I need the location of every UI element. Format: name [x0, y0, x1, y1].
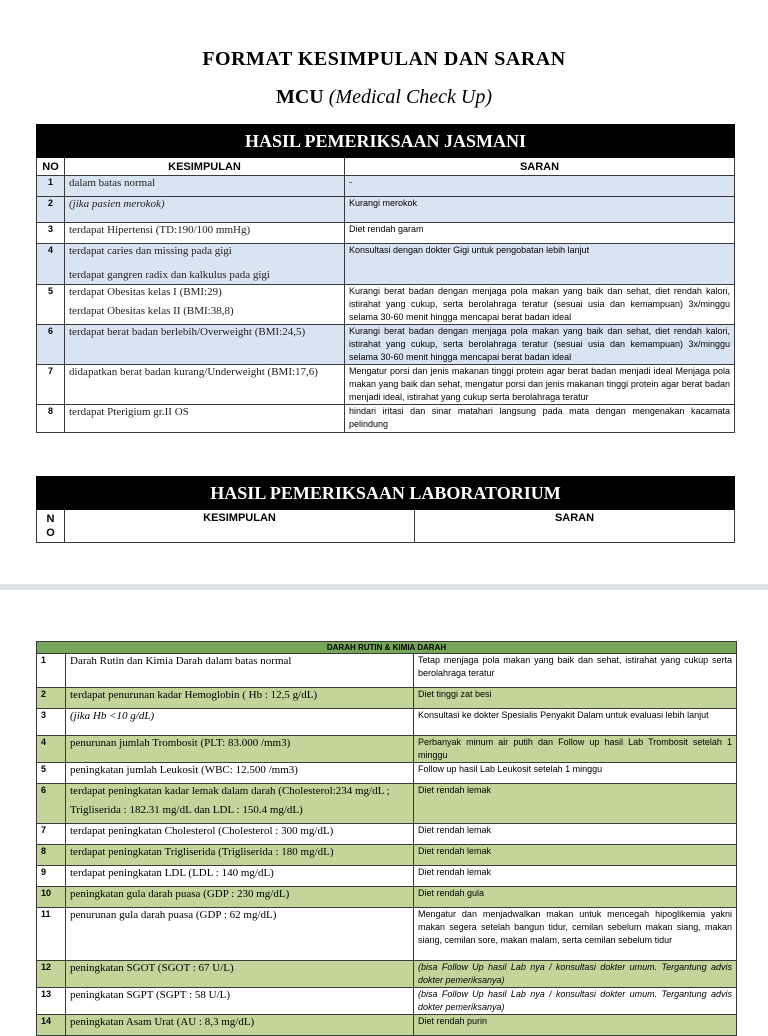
table-row: 10 peningkatan gula darah puasa (GDP : 230 mg/dL) Diet rendah gula [37, 887, 737, 908]
laboratorium-title: HASIL PEMERIKSAAN LABORATORIUM [37, 477, 735, 510]
table-row: 9 terdapat peningkatan LDL (LDL : 140 mg/dL) Diet rendah lemak [37, 866, 737, 887]
subtitle-italic: (Medical Check Up) [328, 86, 493, 108]
table-row: 2 (jika pasien merokok) Kurangi merokok [37, 197, 735, 223]
col-no: N O [37, 510, 65, 543]
row-text: terdapat Obesitas kelas I (BMI:29) [69, 286, 222, 298]
table-row: 2 terdapat penurunan kadar Hemoglobin ( Hb : 12,5 g/dL) Diet tinggi zat besi [37, 688, 737, 709]
col-no: NO [37, 158, 65, 176]
table-row: 8 terdapat Pterigium gr.II OS hindari iritasi dan sinar matahari langsung pada mata dengan mengenakan kacamata pelindung [37, 405, 735, 433]
table-row: 5 peningkatan jumlah Leukosit (WBC: 12.500 /mm3) Follow up hasil Lab Leukosit setelah 1 minggu [37, 763, 737, 784]
row-text: terdapat gangren radix dan kalkulus pada gigi [69, 269, 270, 281]
col-kesimpulan: KESIMPULAN [65, 158, 345, 176]
table-row: 4 penurunan jumlah Trombosit (PLT: 83.000 /mm3) Perbanyak minum air putih dan Follow up hasil Lab Trombosit setelah 1 minggu [37, 736, 737, 763]
table-row: 3 terdapat Hipertensi (TD:190/100 mmHg) Diet rendah garam [37, 223, 735, 244]
jasmani-title: HASIL PEMERIKSAAN JASMANI [37, 125, 735, 158]
col-saran: SARAN [415, 510, 735, 543]
table-row: 11 penurunan gula darah puasa (GDP : 62 mg/dL) Mengatur dan menjadwalkan makan untuk mencegah hipoglikemia yakni makan segera setelah bangun tidur, cemilan sebelum makan siang, makan siang, cemilan sore, makan malam, serta cemilan sebelum tidur [37, 908, 737, 961]
table-row: 6 terdapat peningkatan kadar lemak dalam darah (Cholesterol:234 mg/dL ; Trigliserida : 182.31 mg/dL dan LDL : 150.4 mg/dL) Diet rendah lemak [37, 784, 737, 824]
row-text: terdapat Obesitas kelas II (BMI:38,8) [69, 305, 234, 317]
table-row: 12 peningkatan SGOT (SGOT : 67 U/L) (bisa Follow Up hasil Lab nya / konsultasi dokter umum. Tergantung advis dokter pemeriksanya) [37, 961, 737, 988]
row-text: Trigliserida : 182.31 mg/dL dan LDL : 150.4 mg/dL) [70, 804, 303, 816]
table-row: 13 peningkatan SGPT (SGPT : 58 U/L) (bisa Follow Up hasil Lab nya / konsultasi dokter umum. Tergantung advis dokter pemeriksanya) [37, 988, 737, 1015]
darah-table [36, 641, 737, 1036]
table-row: 7 didapatkan berat badan kurang/Underweight (BMI:17,6) Mengatur porsi dan jenis makanan tinggi protein agar berat badan menjadi ideal Menjaga pola makan yang baik dan sehat, mengatur porsi dan jenis makanan tinggi protein agar berat badan menjadi ideal, istirahat yang cukup serta berolahraga teratur [37, 365, 735, 405]
table-row: 8 terdapat peningkatan Trigliserida (Trigliserida : 180 mg/dL) Diet rendah lemak [37, 845, 737, 866]
table-row: 4 terdapat caries dan missing pada gigi terdapat gangren radix dan kalkulus pada gigi Konsultasi dengan dokter Gigi untuk pengobatan lebih lanjut [37, 244, 735, 285]
table-row: 7 terdapat peningkatan Cholesterol (Cholesterol : 300 mg/dL) Diet rendah lemak [37, 824, 737, 845]
row-text: terdapat caries dan missing pada gigi [69, 245, 232, 257]
table-row: 6 terdapat berat badan berlebih/Overweight (BMI:24,5) Kurangi berat badan dengan menjaga pola makan yang baik dan sehat, diet rendah kalori, istirahat yang cukup, serta berolahraga teratur (sesuai usia dan kemampuan) 3x/minggu selama 30-60 menit hingga mencapai berat badan ideal [37, 325, 735, 365]
row-text: terdapat peningkatan kadar lemak dalam darah (Cholesterol:234 mg/dL ; [70, 785, 390, 797]
table-row: 14 peningkatan Asam Urat (AU : 8,3 mg/dL) Diet rendah purin [37, 1015, 737, 1036]
col-saran: SARAN [345, 158, 735, 176]
darah-title: DARAH RUTIN & KIMIA DARAH [37, 642, 737, 654]
document-title: FORMAT KESIMPULAN DAN SARAN [202, 48, 566, 70]
table-row: 3 (jika Hb <10 g/dL) Konsultasi ke dokter Spesialis Penyakit Dalam untuk evaluasi lebih lanjut [37, 709, 737, 736]
subtitle-main: MCU [275, 86, 324, 108]
table-row: 5 terdapat Obesitas kelas I (BMI:29) terdapat Obesitas kelas II (BMI:38,8) Kurangi berat badan dengan menjaga pola makan yang baik dan sehat, diet rendah kalori, istirahat yang cukup, serta berolahraga teratur (sesuai usia dan kemampuan) 3x/minggu selama 30-60 menit hingga mencapai berat badan ideal [37, 285, 735, 325]
table-row: 1 Darah Rutin dan Kimia Darah dalam batas normal Tetap menjaga pola makan yang baik dan sehat, istirahat yang cukup serta berolahraga teratur [37, 654, 737, 688]
table-row: 1 dalam batas normal - [37, 176, 735, 197]
laboratorium-table [36, 476, 735, 543]
document-subtitle [0, 86, 768, 109]
jasmani-table [36, 124, 735, 433]
col-kesimpulan: KESIMPULAN [65, 510, 415, 543]
